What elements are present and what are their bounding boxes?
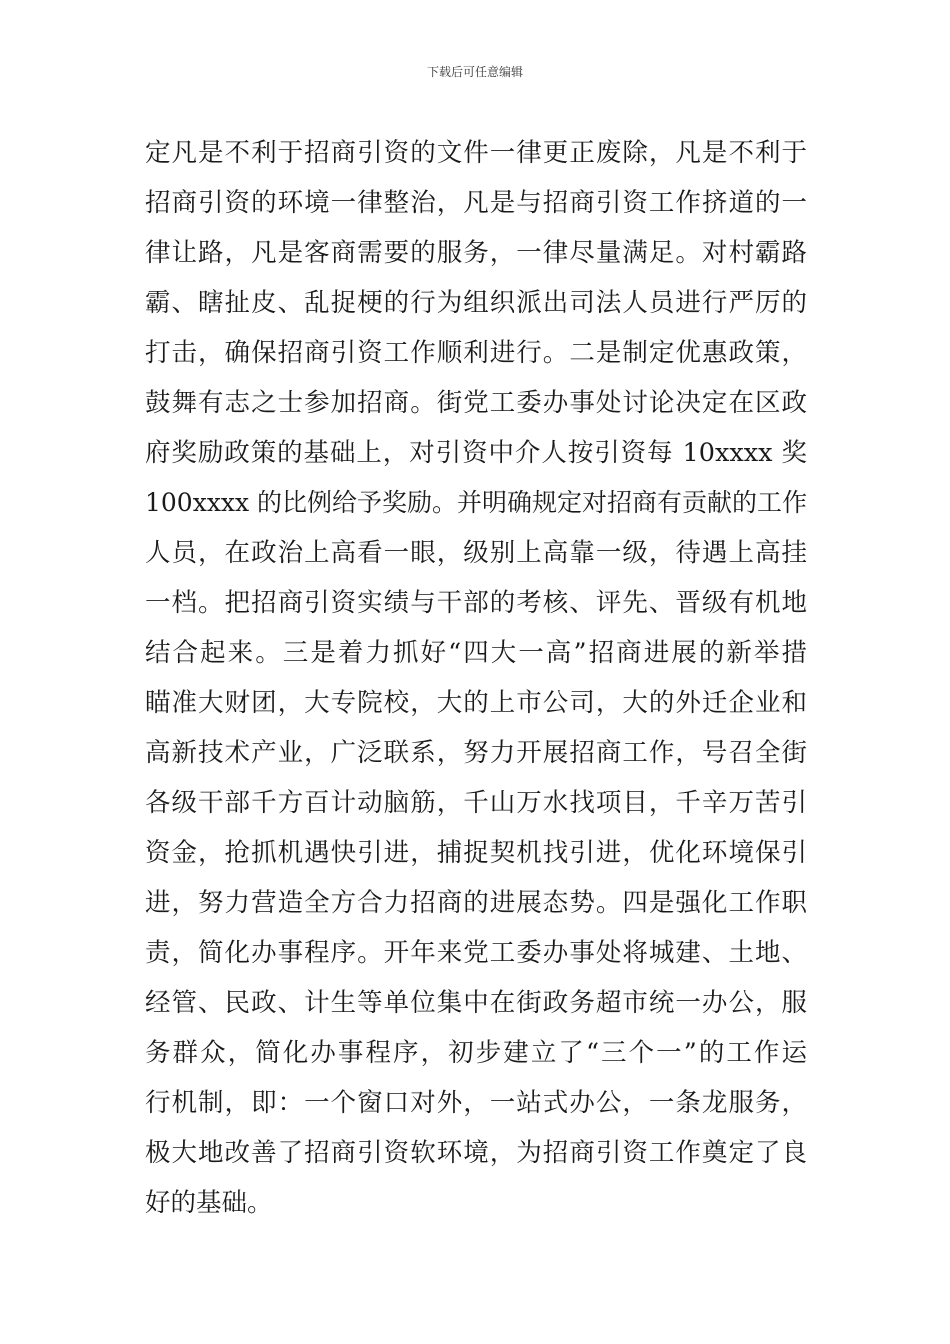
text-line: 人员，在政治上高看一眼，级别上高靠一级，待遇上高挂 <box>145 538 807 568</box>
text-line: 高新技术产业，广泛联系，努力开展招商工作，号召全街 <box>145 738 807 768</box>
text-line: 结合起来。三是着力抓好“四大一高”招商进展的新举措 <box>145 638 807 668</box>
text-line: 鼓舞有志之士参加招商。街党工委办事处讨论决定在区政 <box>145 388 807 418</box>
text-line: 务群众，简化办事程序，初步建立了“三个一”的工作运 <box>145 1038 807 1068</box>
text-line: 打击，确保招商引资工作顺利进行。二是制定优惠政策， <box>145 338 807 368</box>
text-line-last: 好的基础。 <box>145 1188 273 1218</box>
text-line: 资金，抢抓机遇快引进，捕捉契机找引进，优化环境保引 <box>145 838 807 868</box>
text-line: 霸、瞎扯皮、乱捉梗的行为组织派出司法人员进行严厉的 <box>145 288 807 318</box>
text-line: 极大地改善了招商引资软环境，为招商引资工作奠定了良 <box>145 1138 807 1168</box>
text-line: 府奖励政策的基础上，对引资中介人按引资每 10xxxx 奖 <box>145 438 807 468</box>
text-line: 律让路，凡是客商需要的服务，一律尽量满足。对村霸路 <box>145 238 807 268</box>
text-line: 行机制，即：一个窗口对外，一站式办公，一条龙服务， <box>145 1088 807 1118</box>
text-line: 定凡是不利于招商引资的文件一律更正废除，凡是不利于 <box>145 138 807 168</box>
text-line: 各级干部千方百计动脑筋，千山万水找项目，千辛万苦引 <box>145 788 807 818</box>
text-line: 责，简化办事程序。开年来党工委办事处将城建、土地、 <box>145 938 807 968</box>
body-paragraph <box>145 128 807 1228</box>
text-line: 经管、民政、计生等单位集中在街政务超市统一办公，服 <box>145 988 807 1018</box>
text-line: 瞄准大财团，大专院校，大的上市公司，大的外迁企业和 <box>145 688 807 718</box>
text-line: 进，努力营造全方合力招商的进展态势。四是强化工作职 <box>145 888 807 918</box>
page-header-note: 下载后可任意编辑 <box>426 65 523 79</box>
text-line: 100xxxx 的比例给予奖励。并明确规定对招商有贡献的工作 <box>145 488 808 517</box>
text-line: 招商引资的环境一律整治，凡是与招商引资工作挤道的一 <box>145 188 807 218</box>
text-line: 一档。把招商引资实绩与干部的考核、评先、晋级有机地 <box>145 588 807 618</box>
